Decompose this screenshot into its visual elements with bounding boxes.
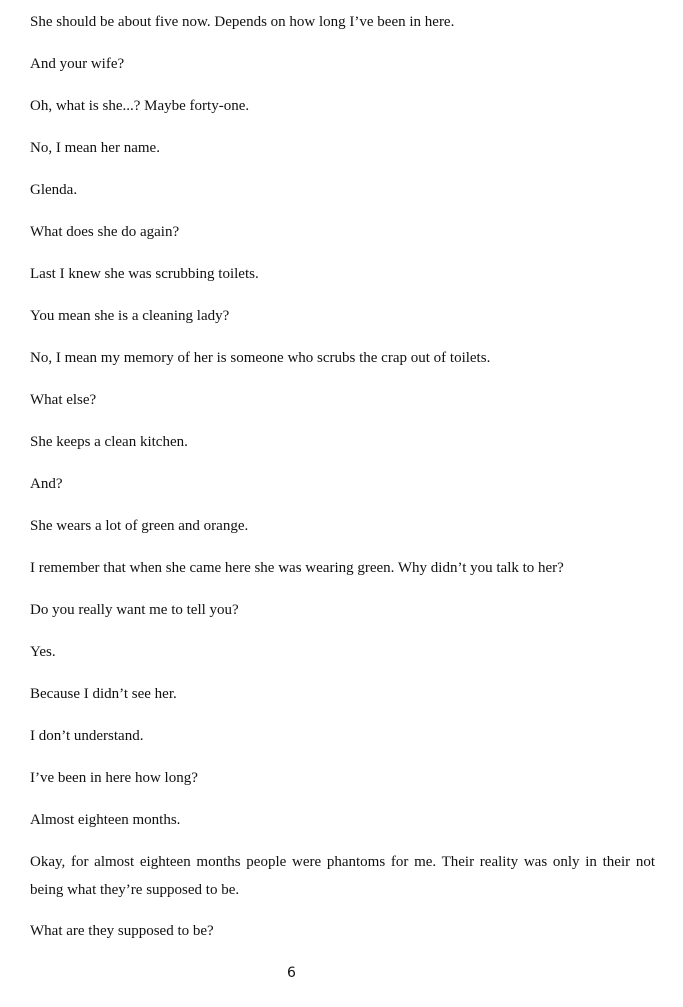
dialogue-line: Yes.: [30, 644, 56, 660]
dialogue-line: What else?: [30, 392, 97, 408]
dialogue-line: She should be about five now. Depends on how long I’ve been in here.: [30, 14, 455, 30]
dialogue-line: Glenda.: [30, 182, 78, 198]
page-number: 6: [287, 965, 296, 981]
dialogue-line: No, I mean my memory of her is someone who scrubs the crap out of toilets.: [30, 350, 491, 366]
dialogue-line: No, I mean her name.: [30, 140, 160, 156]
dialogue-line: She keeps a clean kitchen.: [30, 434, 188, 450]
dialogue-paragraph: Okay, for almost eighteen months people were phantoms for me. Their reality was only in their not being what they’re supposed to be.: [30, 854, 655, 898]
dialogue-line: Almost eighteen months.: [30, 812, 181, 828]
dialogue-line: I’ve been in here how long?: [30, 770, 198, 786]
dialogue-line: You mean she is a cleaning lady?: [30, 308, 230, 324]
dialogue-line: And your wife?: [30, 56, 125, 72]
dialogue-line: Oh, what is she...? Maybe forty-one.: [30, 98, 250, 114]
dialogue-line: And?: [30, 476, 63, 492]
dialogue-line: Last I knew she was scrubbing toilets.: [30, 266, 259, 282]
dialogue-line: She wears a lot of green and orange.: [30, 518, 249, 534]
dialogue-line: What are they supposed to be?: [30, 923, 214, 939]
dialogue-line: I remember that when she came here she was wearing green. Why didn’t you talk to her?: [30, 560, 564, 576]
dialogue-line: Because I didn’t see her.: [30, 686, 177, 702]
dialogue-line: What does she do again?: [30, 224, 180, 240]
dialogue-line: I don’t understand.: [30, 728, 144, 744]
dialogue-line: Do you really want me to tell you?: [30, 602, 239, 618]
